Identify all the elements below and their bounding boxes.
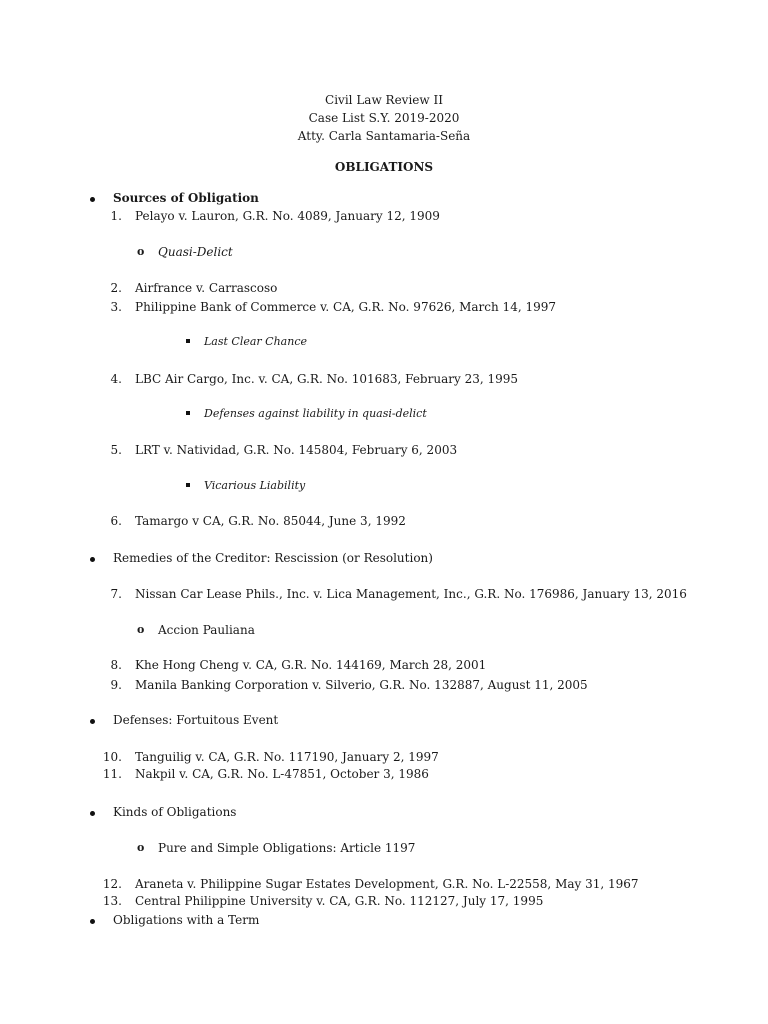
case-number: 4. bbox=[110, 372, 122, 386]
topic-sources: Sources of Obligation bbox=[113, 191, 259, 205]
case-number: 7. bbox=[110, 587, 122, 601]
case-item: Tamargo v CA, G.R. No. 85044, June 3, 1992 bbox=[135, 514, 406, 528]
case-number: 11. bbox=[102, 767, 122, 781]
case-item: LRT v. Natividad, G.R. No. 145804, February 6, 2003 bbox=[135, 443, 458, 457]
case-item: Khe Hong Cheng v. CA, G.R. No. 144169, March 28, 2001 bbox=[135, 658, 487, 672]
subtopic-vicarious: Vicarious Liability bbox=[204, 479, 306, 492]
case-number: 5. bbox=[110, 443, 122, 457]
case-item: Nissan Car Lease Phils., Inc. v. Lica Management, Inc., G.R. No. 176986, January 13, 2016 bbox=[135, 587, 687, 601]
case-item: Philippine Bank of Commerce v. CA, G.R. No. 97626, March 14, 1997 bbox=[135, 300, 556, 314]
bullet-icon bbox=[90, 197, 95, 202]
square-bullet-icon bbox=[186, 483, 190, 487]
subtopic-last-clear-chance: Last Clear Chance bbox=[204, 335, 307, 348]
topic-kinds: Kinds of Obligations bbox=[113, 805, 237, 819]
subtopic-accion-pauliana: Accion Pauliana bbox=[158, 623, 255, 637]
case-item: Central Philippine University v. CA, G.R. No. 112127, July 17, 1995 bbox=[135, 894, 544, 908]
bullet-icon bbox=[90, 719, 95, 724]
case-number: 8. bbox=[110, 658, 122, 672]
square-bullet-icon bbox=[186, 339, 190, 343]
case-item: Araneta v. Philippine Sugar Estates Development, G.R. No. L-22558, May 31, 1967 bbox=[135, 877, 639, 891]
case-item: Tanguilig v. CA, G.R. No. 117190, January 2, 1997 bbox=[135, 750, 439, 764]
course-title: Civil Law Review II bbox=[325, 93, 443, 107]
case-number: 12. bbox=[102, 877, 122, 891]
subtopic-pure-simple: Pure and Simple Obligations: Article 1197 bbox=[158, 841, 416, 855]
bullet-icon bbox=[90, 919, 95, 924]
case-number: 1. bbox=[110, 209, 122, 223]
topic-term: Obligations with a Term bbox=[113, 913, 260, 927]
subtopic-defenses-liability: Defenses against liability in quasi-delict bbox=[204, 407, 427, 420]
sub-bullet-icon: o bbox=[137, 623, 145, 636]
case-item: Pelayo v. Lauron, G.R. No. 4089, January 12, 1909 bbox=[135, 209, 440, 223]
square-bullet-icon bbox=[186, 411, 190, 415]
case-number: 3. bbox=[110, 300, 122, 314]
sub-bullet-icon: o bbox=[137, 245, 145, 258]
case-number: 6. bbox=[110, 514, 122, 528]
topic-defenses: Defenses: Fortuitous Event bbox=[113, 713, 279, 727]
case-number: 13. bbox=[102, 894, 122, 908]
section-title: OBLIGATIONS bbox=[334, 160, 434, 174]
case-number: 10. bbox=[102, 750, 122, 764]
sub-bullet-icon: o bbox=[137, 841, 145, 854]
case-item: Airfrance v. Carrascoso bbox=[135, 281, 278, 295]
case-number: 2. bbox=[110, 281, 122, 295]
case-number: 9. bbox=[110, 678, 122, 692]
case-item: Nakpil v. CA, G.R. No. L-47851, October 3, 1986 bbox=[135, 767, 429, 781]
case-item: LBC Air Cargo, Inc. v. CA, G.R. No. 101683, February 23, 1995 bbox=[135, 372, 519, 386]
bullet-icon bbox=[90, 557, 95, 562]
topic-remedies: Remedies of the Creditor: Rescission (or Resolution) bbox=[113, 551, 433, 565]
bullet-icon bbox=[90, 811, 95, 816]
case-item: Manila Banking Corporation v. Silverio, G.R. No. 132887, August 11, 2005 bbox=[135, 678, 588, 692]
professor-name: Atty. Carla Santamaria-Seña bbox=[297, 129, 471, 143]
case-list-title: Case List S.Y. 2019-2020 bbox=[308, 111, 460, 125]
subtopic-quasi-delict: Quasi-Delict bbox=[158, 245, 233, 259]
